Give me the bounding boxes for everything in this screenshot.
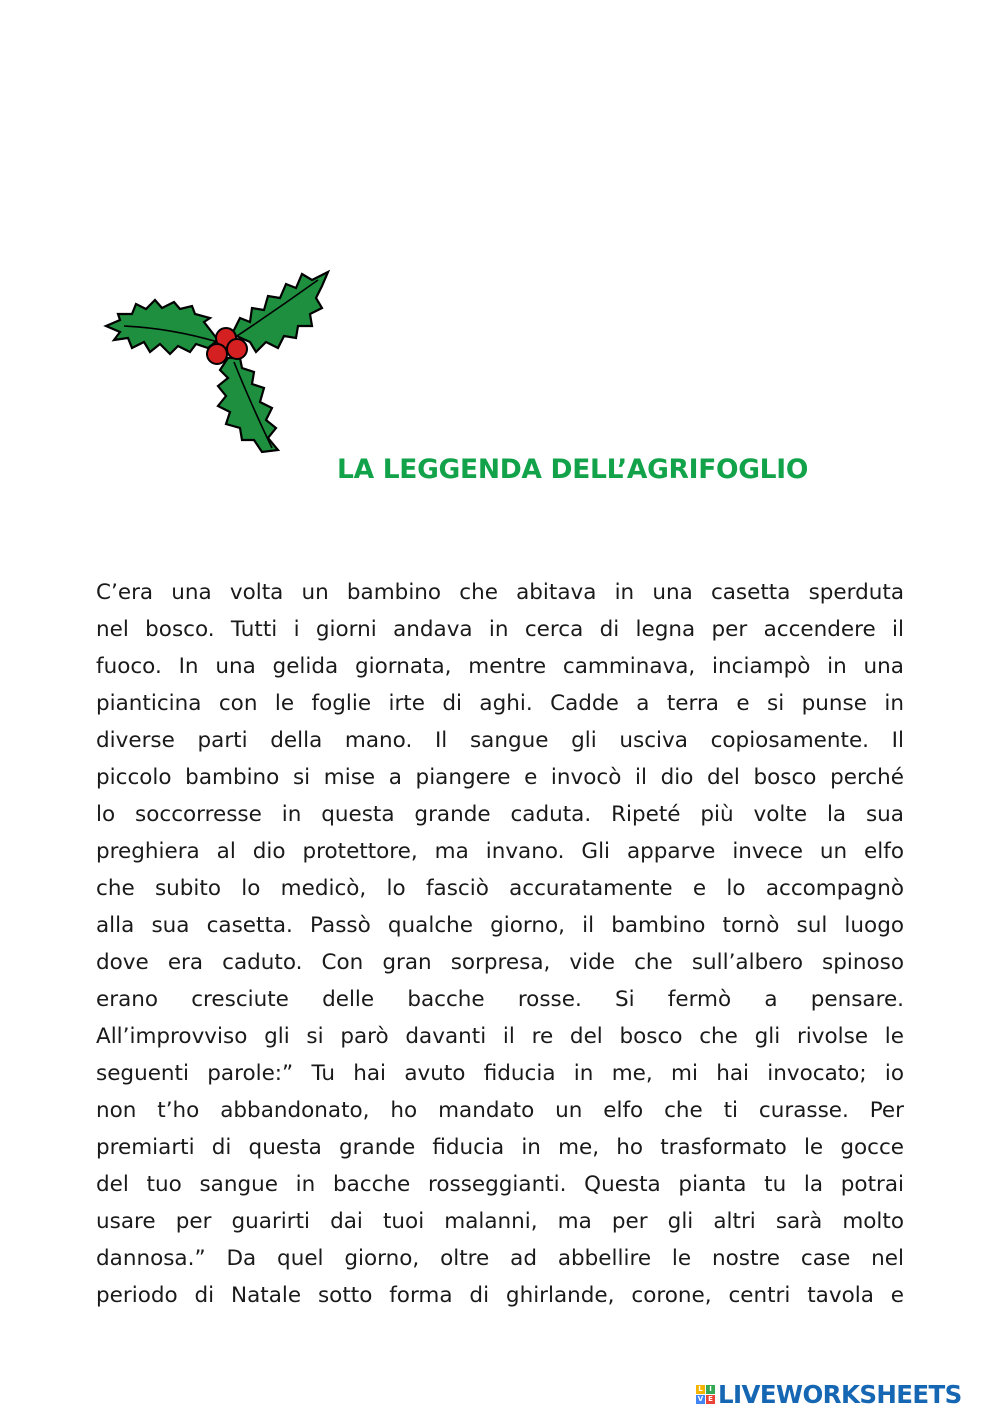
paragraph-line: pianticina con le foglie irte di aghi. Cadde a terra e si punse in bbox=[96, 691, 904, 716]
page-title: LA LEGGENDA DELL’AGRIFOGLIO bbox=[337, 454, 809, 485]
liveworksheets-logo-icon: L I V E bbox=[696, 1385, 715, 1404]
paragraph-line: diverse parti della mano. Il sangue gli usciva copiosamente. Il bbox=[96, 728, 904, 753]
paragraph-line: periodo di Natale sotto forma di ghirlande, corone, centri tavola e bbox=[96, 1283, 904, 1308]
paragraph-line: dannosa.” Da quel giorno, oltre ad abbellire le nostre case nel bbox=[96, 1246, 904, 1271]
paragraph-line: lo soccorresse in questa grande caduta. Ripeté più volte la sua bbox=[96, 802, 904, 827]
paragraph-line: preghiera al dio protettore, ma invano. Gli apparve invece un elfo bbox=[96, 839, 904, 864]
paragraph-line: alla sua casetta. Passò qualche giorno, il bambino tornò sul luogo bbox=[96, 913, 904, 938]
paragraph-line: del tuo sangue in bacche rosseggianti. Questa pianta tu la potrai bbox=[96, 1172, 904, 1197]
paragraph-line: fuoco. In una gelida giornata, mentre camminava, inciampò in una bbox=[96, 654, 904, 679]
paragraph-line: C’era una volta un bambino che abitava in una casetta sperduta bbox=[96, 580, 904, 605]
paragraph-line: All’improvviso gli si parò davanti il re del bosco che gli rivolse le bbox=[96, 1024, 904, 1049]
paragraph-line: non t’ho abbandonato, ho mandato un elfo che ti curasse. Per bbox=[96, 1098, 904, 1123]
liveworksheets-brand-text: LIVEWORKSHEETS bbox=[718, 1379, 962, 1409]
paragraph-line: dove era caduto. Con gran sorpresa, vide che sull’albero spinoso bbox=[96, 950, 904, 975]
story-paragraph bbox=[96, 574, 904, 1314]
liveworksheets-watermark bbox=[696, 1376, 962, 1412]
paragraph-line: nel bosco. Tutti i giorni andava in cerca di legna per accendere il bbox=[96, 617, 904, 642]
paragraph-line: piccolo bambino si mise a piangere e invocò il dio del bosco perché bbox=[96, 765, 904, 790]
paragraph-line: usare per guarirti dai tuoi malanni, ma per gli altri sarà molto bbox=[96, 1209, 904, 1234]
paragraph-line: premiarti di questa grande fiducia in me, ho trasformato le gocce bbox=[96, 1135, 904, 1160]
holly-icon bbox=[100, 262, 332, 462]
paragraph-line: erano cresciute delle bacche rosse. Si fermò a pensare. bbox=[96, 987, 904, 1012]
paragraph-line: che subito lo medicò, lo fasciò accuratamente e lo accompagnò bbox=[96, 876, 904, 901]
paragraph-line: seguenti parole:” Tu hai avuto fiducia in me, mi hai invocato; io bbox=[96, 1061, 904, 1086]
